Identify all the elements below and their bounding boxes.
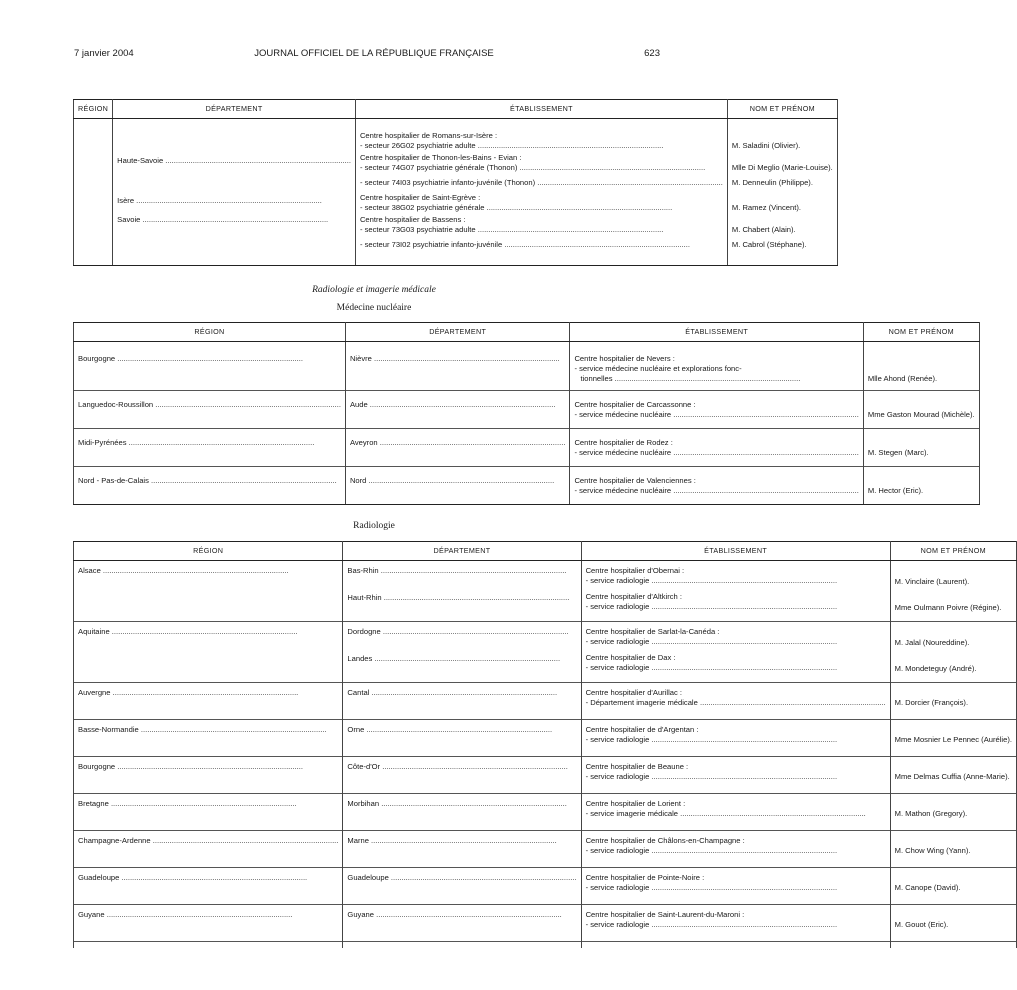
person-name: Mme Delmas Cuffia (Anne-Marie). (894, 772, 1010, 781)
region-cell: Aquitaine ..... (78, 627, 338, 637)
establishment-name: Centre hospitalier de Sarlat-la-Canéda : (585, 627, 720, 636)
person-name: M. Cabrol (Stéphane). (731, 240, 807, 249)
table-header-row (74, 542, 1017, 561)
department-cell: Isère ..... (117, 196, 351, 206)
establishment-name: Centre hospitalier de Saint-Egrève : (359, 193, 481, 202)
person-name: M. Denneulin (Philippe). (731, 178, 813, 187)
department-cell: Bas-Rhin ..... (347, 566, 576, 576)
continuation-table (73, 99, 838, 266)
person-name: M. Dorcier (François). (894, 698, 969, 707)
service-name: - service radiologie ..... (586, 637, 886, 647)
establishment-name: Centre hospitalier de Rodez : (574, 438, 673, 447)
service-name: - service radiologie ..... (586, 883, 886, 893)
department-cell: Landes ..... (347, 654, 576, 664)
region-cell: Alsace ..... (78, 566, 338, 576)
establishment-name: Centre hospitalier de Pointe-Noire : (585, 873, 705, 882)
establishment-name: Centre hospitalier de Thonon-les-Bains - Evian : (359, 153, 522, 162)
region-cell: Midi-Pyrénées ..... (78, 438, 341, 448)
establishment-name: Centre hospitalier de d'Argentan : (585, 725, 699, 734)
person-name: M. Chow Wing (Yann). (894, 846, 971, 855)
table-header-row (74, 100, 838, 119)
person-name: M. Vinclaire (Laurent). (894, 577, 970, 586)
person-name: M. Ramez (Vincent). (731, 203, 801, 212)
establishment-name: Centre hospitalier de Lorient : (585, 799, 686, 808)
table-row (74, 683, 1017, 720)
region-cell: Languedoc-Roussillon ..... (78, 400, 341, 410)
column-header: DÉPARTEMENT (113, 100, 356, 119)
person-name: Mme Oulmann Poivre (Régine). (894, 603, 1002, 612)
establishment-name: Centre hospitalier de Carcassonne : (574, 400, 696, 409)
department-cell: Guyane ..... (347, 910, 576, 920)
department-cell: Aveyron ..... (350, 438, 566, 448)
service-name: - service radiologie ..... (586, 576, 886, 586)
service-name: - Département imagerie médicale ..... (586, 698, 886, 708)
table-row (74, 794, 1017, 831)
service-name: - secteur 73G03 psychiatrie adulte ..... (360, 225, 723, 235)
region-cell: Guadeloupe ..... (78, 873, 338, 883)
nuclear-medicine-table (73, 322, 980, 505)
table-header-row (74, 323, 980, 342)
service-name: - service médecine nucléaire et explorations fonc- (574, 364, 742, 373)
person-name: M. Canope (David). (894, 883, 961, 892)
column-header: ÉTABLISSEMENT (355, 100, 727, 119)
person-name: M. Stegen (Marc). (867, 448, 929, 457)
person-name: M. Hector (Eric). (867, 486, 924, 495)
establishment-name: Centre hospitalier d'Altkirch : (585, 592, 682, 601)
service-name: - secteur 74I03 psychiatrie infanto-juvénile (Thonon) ..... (360, 178, 723, 188)
table-row (74, 467, 980, 505)
establishment-name: Centre hospitalier de Romans-sur-Isère : (359, 131, 498, 140)
column-header: ÉTABLISSEMENT (570, 323, 863, 342)
person-name: Mlle Ahond (Renée). (867, 374, 938, 383)
service-name: tionnelles ..... (574, 374, 858, 384)
establishment-name: Centre hospitalier de Châlons-en-Champagne : (585, 836, 745, 845)
person-name: Mme Gaston Mourad (Michèle). (867, 410, 975, 419)
region-cell: Champagne-Ardenne ..... (78, 836, 338, 846)
table-row (74, 342, 980, 391)
department-cell: Marne ..... (347, 836, 576, 846)
radiology-table (73, 541, 1017, 948)
column-header: DÉPARTEMENT (343, 542, 581, 561)
department-cell: Cantal ..... (347, 688, 576, 698)
service-name: - service médecine nucléaire ..... (574, 448, 858, 458)
column-header: NOM ET PRÉNOM (727, 100, 837, 119)
section-title: Radiologie et imagerie médicale (312, 285, 436, 295)
table-row (74, 905, 1017, 942)
person-name: M. Jalal (Noureddine). (894, 638, 970, 647)
table-row (74, 429, 980, 467)
column-header: NOM ET PRÉNOM (863, 323, 979, 342)
service-name: - secteur 73I02 psychiatrie infanto-juvénile ..... (360, 240, 723, 250)
service-name: - secteur 26G02 psychiatrie adulte ..... (360, 141, 723, 151)
service-name: - service radiologie ..... (586, 735, 886, 745)
service-name: - service radiologie ..... (586, 920, 886, 930)
service-name: - secteur 74G07 psychiatrie générale (Thonon) ..... (360, 163, 723, 173)
establishment-name: Centre hospitalier de Nevers : (574, 354, 675, 363)
establishment-name: Centre hospitalier de Beaune : (585, 762, 689, 771)
department-cell: Nord ..... (350, 476, 566, 486)
service-name: - secteur 38G02 psychiatrie générale ..... (360, 203, 723, 213)
region-cell: Basse-Normandie ..... (78, 725, 338, 735)
department-cell: Guadeloupe ..... (347, 873, 576, 883)
establishment-name: Centre hospitalier d'Obernai : (585, 566, 685, 575)
department-cell: Haut-Rhin ..... (347, 593, 576, 603)
table-row-continues (74, 942, 1017, 949)
establishment-name: Centre hospitalier de Bassens : (359, 215, 466, 224)
establishment-name: Centre hospitalier de Valenciennes : (574, 476, 696, 485)
person-name: M. Mondeteguy (André). (894, 664, 977, 673)
service-name: - service médecine nucléaire ..... (574, 486, 858, 496)
person-name: M. Mathon (Gregory). (894, 809, 968, 818)
department-cell: Orne ..... (347, 725, 576, 735)
column-header: RÉGION (74, 100, 113, 119)
department-cell: Morbihan ..... (347, 799, 576, 809)
region-cell: Guyane ..... (78, 910, 338, 920)
person-name: M. Chabert (Alain). (731, 225, 796, 234)
region-cell: Nord - Pas-de-Calais ..... (78, 476, 341, 486)
header-title: JOURNAL OFFICIEL DE LA RÉPUBLIQUE FRANÇAISE (254, 48, 494, 59)
region-cell: Auvergne ..... (78, 688, 338, 698)
department-cell: Haute-Savoie ..... (117, 156, 351, 166)
service-name: - service imagerie médicale ..... (586, 809, 886, 819)
section-title: Radiologie (353, 521, 395, 531)
service-name: - service radiologie ..... (586, 772, 886, 782)
table-row (74, 622, 1017, 683)
section-subtitle: Médecine nucléaire (336, 303, 412, 313)
column-header: RÉGION (74, 323, 346, 342)
table-row (74, 561, 1017, 622)
service-name: - service médecine nucléaire ..... (574, 410, 858, 420)
department-cell: Savoie ..... (117, 215, 351, 225)
region-cell: Bourgogne ..... (78, 762, 338, 772)
department-cell: Aude ..... (350, 400, 566, 410)
service-name: - service radiologie ..... (586, 846, 886, 856)
column-header: RÉGION (74, 542, 343, 561)
person-name: M. Gouot (Eric). (894, 920, 949, 929)
department-cell: Dordogne ..... (347, 627, 576, 637)
person-name: Mlle Di Meglio (Marie-Louise). (731, 163, 833, 172)
table-row (74, 757, 1017, 794)
table-row (74, 391, 980, 429)
page-number: 623 (644, 48, 660, 59)
table-row (74, 720, 1017, 757)
service-name: - service radiologie ..... (586, 602, 886, 612)
column-header: ÉTABLISSEMENT (581, 542, 890, 561)
region-cell: Bretagne ..... (78, 799, 338, 809)
person-name: Mme Mosnier Le Pennec (Aurélie). (894, 735, 1012, 744)
department-cell: Côte-d'Or ..... (347, 762, 576, 772)
header-date: 7 janvier 2004 (74, 48, 134, 59)
establishment-name: Centre hospitalier de Dax : (585, 653, 676, 662)
table-row (74, 119, 838, 266)
table-row (74, 831, 1017, 868)
column-header: NOM ET PRÉNOM (890, 542, 1016, 561)
service-name: - service radiologie ..... (586, 663, 886, 673)
establishment-name: Centre hospitalier d'Aurillac : (585, 688, 682, 697)
department-cell: Nièvre ..... (350, 354, 566, 364)
region-cell: Bourgogne ..... (78, 354, 341, 364)
column-header: DÉPARTEMENT (345, 323, 570, 342)
establishment-name: Centre hospitalier de Saint-Laurent-du-Maroni : (585, 910, 745, 919)
person-name: M. Saladini (Olivier). (731, 141, 801, 150)
table-row (74, 868, 1017, 905)
